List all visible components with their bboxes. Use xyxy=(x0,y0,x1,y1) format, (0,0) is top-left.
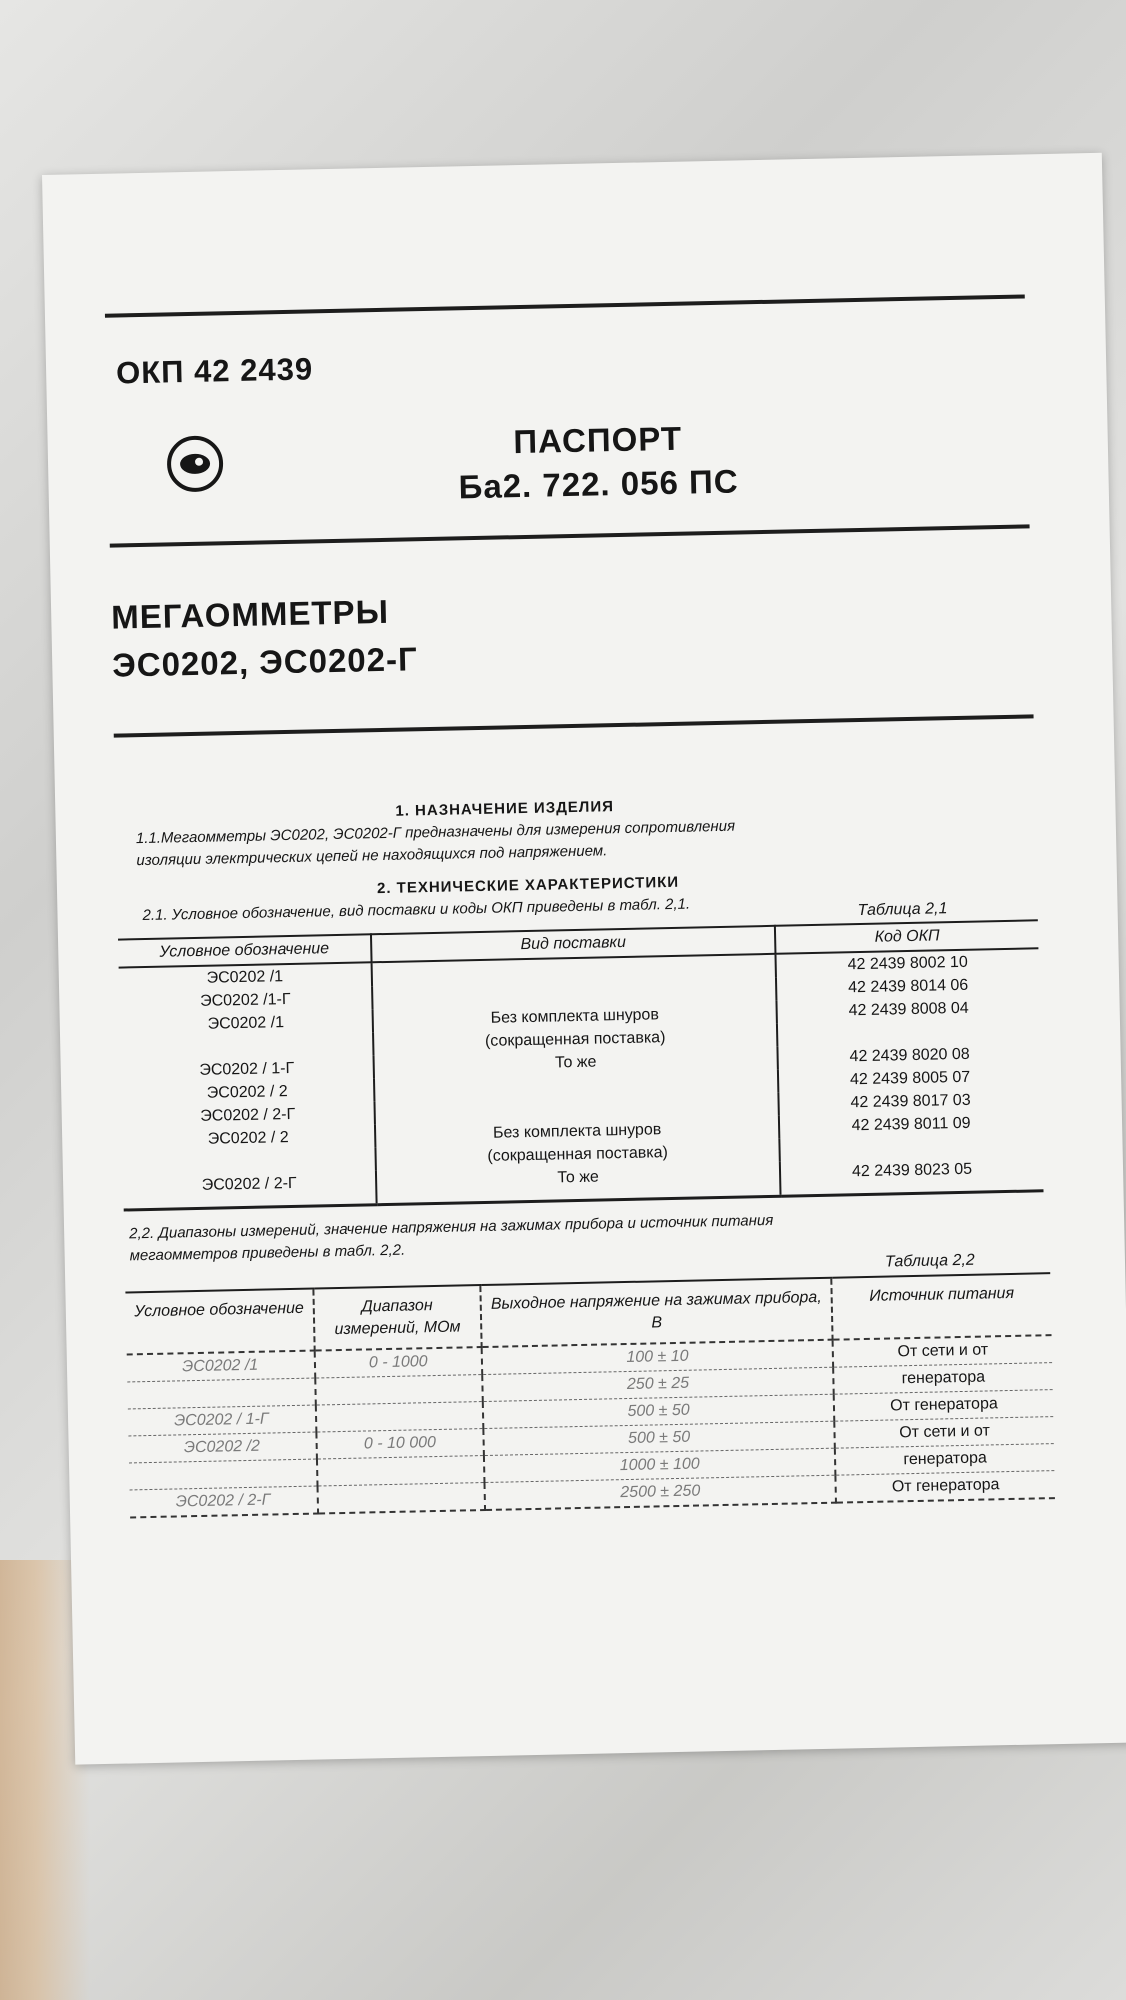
table-measurement-ranges xyxy=(125,1272,1055,1518)
product-title xyxy=(111,587,418,689)
table-cell: 42 2439 8008 04 xyxy=(848,999,969,1020)
table-cell: То же xyxy=(374,1047,778,1078)
column-header: Вид поставки xyxy=(371,926,775,962)
table-cell: генератора xyxy=(835,1444,1054,1476)
column-header: Источник питания xyxy=(831,1273,1051,1340)
section-1-line-2: изоляции электрических цепей не находящихся под напряжением. xyxy=(136,842,608,870)
column-header: Условное обозначение xyxy=(125,1289,314,1355)
table-cell: 500 ± 50 xyxy=(483,1394,834,1428)
table-cell xyxy=(316,1456,484,1487)
table-cell: 42 2439 8020 08 xyxy=(849,1045,970,1066)
table-1-caption: Таблица 2,1 xyxy=(857,900,948,920)
table-cell: 1000 ± 100 xyxy=(484,1448,835,1482)
product-line-2: ЭС0202, ЭС0202-Г xyxy=(111,640,419,684)
table-cell: 500 ± 50 xyxy=(483,1421,834,1455)
table-cell: Без комплекта шнуров xyxy=(373,1001,777,1032)
top-rule xyxy=(105,294,1025,317)
section-2-2-line-1: 2,2. Диапазоны измерений, значение напряжения на зажимах прибора и источник питания xyxy=(129,1211,774,1243)
product-rule xyxy=(114,714,1034,737)
table-cell: ЭС0202 /1-Г xyxy=(119,986,372,1014)
table-cell: 0 - 10 000 xyxy=(316,1429,484,1460)
table-cell xyxy=(129,1459,317,1490)
table-cell: ЭС0202 /1 xyxy=(120,1009,373,1037)
table-cell: ЭС0202 / 2-Г xyxy=(130,1486,318,1517)
column-header: Код ОКП xyxy=(775,920,1039,954)
mid-rule xyxy=(110,524,1030,547)
section-2-2-line-2: мегаомметров приведены в табл. 2,2. xyxy=(129,1241,406,1265)
table-cell: генератора xyxy=(833,1363,1052,1395)
product-line-1: МЕГАОММЕТРЫ xyxy=(110,592,390,636)
section-1-line-1: 1.1.Мегаомметры ЭС0202, ЭС0202-Г предназначены для измерения сопротивления xyxy=(135,817,736,848)
table-okp-codes xyxy=(118,919,1044,1211)
table-cell: ЭС0202 /2 xyxy=(128,1432,316,1463)
okp-code: ОКП 42 2439 xyxy=(115,351,314,391)
column-header: Условное обозначение xyxy=(118,934,372,967)
table-cell: ЭС0202 / 2 xyxy=(122,1124,375,1152)
table-cell xyxy=(315,1375,483,1406)
certification-mark-icon xyxy=(165,434,224,493)
table-cell: 2500 ± 250 xyxy=(485,1475,836,1510)
section-2-title: 2. ТЕХНИЧЕСКИЕ ХАРАКТЕРИСТИКИ xyxy=(376,873,680,898)
table-cell: (сокращенная поставка) xyxy=(373,1024,777,1055)
table-cell xyxy=(317,1483,485,1514)
table-cell: От генератора xyxy=(834,1390,1053,1422)
column-header: Диапазон измерений, МОм xyxy=(313,1285,482,1350)
section-2-text: 2.1. Условное обозначение, вид поставки и коды ОКП приведены в табл. 2,1. xyxy=(142,895,691,925)
table-cell: 42 2439 8014 06 xyxy=(847,976,969,997)
table-cell: ЭС0202 /1 xyxy=(119,962,372,991)
table-cell: 250 ± 25 xyxy=(482,1367,833,1401)
table-cell: ЭС0202 /1 xyxy=(127,1351,315,1382)
table-cell: 42 2439 8011 09 xyxy=(851,1114,971,1135)
section-1-text xyxy=(136,809,1057,872)
table-cell: ЭС0202 / 2 xyxy=(121,1078,374,1106)
table-cell: ЭС0202 / 2-Г xyxy=(122,1101,375,1129)
table-cell: ЭС0202 / 1-Г xyxy=(128,1405,316,1436)
table-cell: 42 2439 8002 10 xyxy=(847,953,968,974)
table-cell: 100 ± 10 xyxy=(482,1340,833,1375)
table-cell: Без комплекта шнуров xyxy=(375,1116,779,1147)
passport-sheet xyxy=(42,153,1126,1765)
table-cell: От генератора xyxy=(835,1471,1054,1503)
table-cell: ЭС0202 / 2-Г xyxy=(123,1170,377,1210)
table-cell: (сокращенная поставка) xyxy=(375,1139,779,1170)
table-cell: От сети и от xyxy=(834,1417,1053,1449)
table-cell: От сети и от xyxy=(833,1335,1052,1367)
table-cell: То же xyxy=(376,1162,781,1205)
table-cell: 42 2439 8017 03 xyxy=(850,1091,971,1112)
table-cell: 42 2439 8023 05 xyxy=(780,1156,1044,1196)
table-cell: 0 - 1000 xyxy=(314,1347,482,1378)
table-2-caption: Таблица 2,2 xyxy=(884,1251,975,1271)
table-cell xyxy=(315,1402,483,1433)
document-title: ПАСПОРТ xyxy=(512,419,683,461)
section-1-title: 1. НАЗНАЧЕНИЕ ИЗДЕЛИЯ xyxy=(395,798,615,820)
document-number: Ба2. 722. 056 ПС xyxy=(458,462,739,506)
table-cell xyxy=(127,1378,315,1409)
document-title-block xyxy=(337,413,859,512)
table-cell: ЭС0202 / 1-Г xyxy=(121,1055,374,1083)
table-cell: 42 2439 8005 07 xyxy=(849,1068,971,1089)
column-header: Выходное напряжение на зажимах прибора, В xyxy=(480,1278,832,1347)
